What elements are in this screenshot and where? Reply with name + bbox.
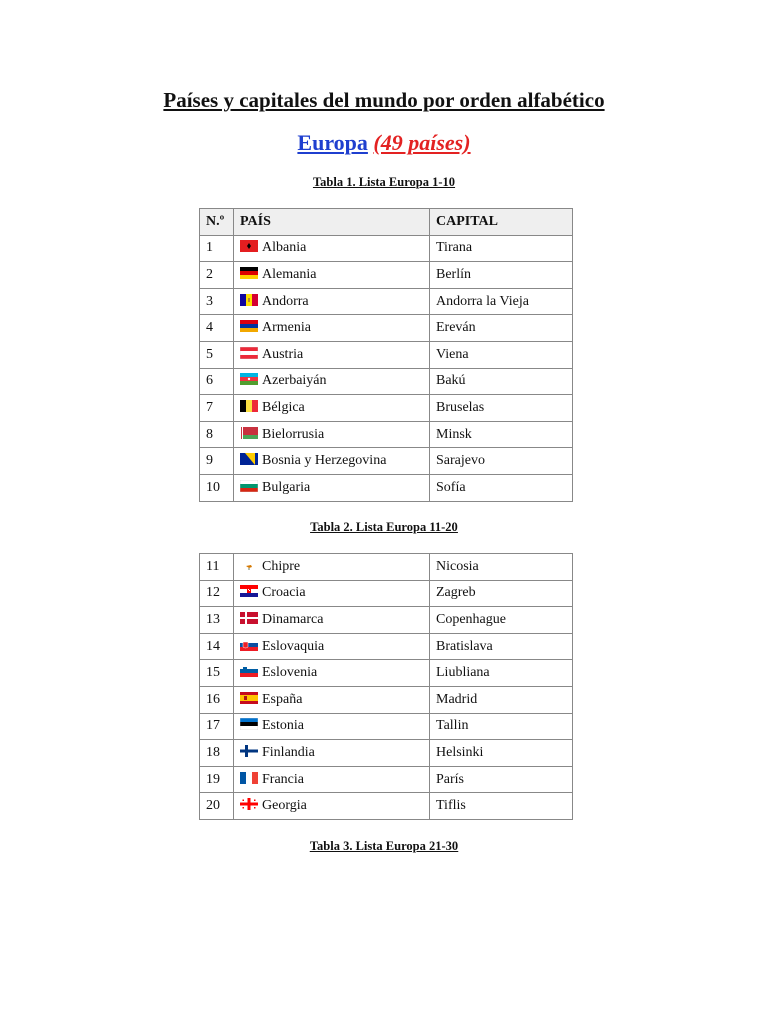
capital-cell: Madrid [430, 686, 573, 713]
table-2-caption: Tabla 2. Lista Europa 11-20 [310, 520, 458, 534]
row-number: 16 [200, 686, 234, 713]
capital-cell: Bruselas [430, 395, 573, 422]
row-number: 2 [200, 262, 234, 289]
slovakia-flag-icon [240, 639, 258, 651]
country-cell [234, 766, 430, 793]
country-name: Croacia [262, 585, 306, 601]
country-name: España [262, 691, 303, 707]
capital-cell: Sofía [430, 474, 573, 501]
row-number: 20 [200, 793, 234, 820]
row-number: 4 [200, 315, 234, 342]
country-name: Alemania [262, 266, 317, 282]
country-name: Andorra [262, 293, 309, 309]
country-name: Azerbaiyán [262, 373, 327, 389]
capital-cell: Nicosia [430, 554, 573, 581]
table-row [200, 395, 573, 422]
row-number: 15 [200, 660, 234, 687]
row-number: 11 [200, 554, 234, 581]
row-number: 13 [200, 607, 234, 634]
table-row [200, 421, 573, 448]
region-count: (49 países) [373, 130, 471, 155]
row-number: 1 [200, 235, 234, 262]
country-name: Bulgaria [262, 479, 311, 495]
table-row [200, 713, 573, 740]
france-flag-icon [240, 772, 258, 784]
country-cell [234, 660, 430, 687]
country-cell [234, 474, 430, 501]
row-number: 5 [200, 341, 234, 368]
region-name: Europa [297, 130, 368, 155]
capital-cell: Ereván [430, 315, 573, 342]
capital-cell: París [430, 766, 573, 793]
country-name: Austria [262, 346, 304, 362]
country-cell [234, 633, 430, 660]
country-name: Georgia [262, 798, 307, 814]
cyprus-flag-icon [244, 560, 254, 568]
table-europe-11-20 [199, 553, 573, 820]
table-europe-1-10 [199, 208, 573, 502]
country-cell [234, 341, 430, 368]
belgium-flag-icon [240, 400, 258, 412]
country-name: Bosnia y Herzegovina [262, 453, 387, 469]
country-cell [234, 288, 430, 315]
table-row [200, 686, 573, 713]
row-number: 12 [200, 580, 234, 607]
country-cell [234, 554, 430, 581]
table-row [200, 740, 573, 767]
country-cell [234, 448, 430, 475]
capital-cell: Andorra la Vieja [430, 288, 573, 315]
table-row [200, 554, 573, 581]
capital-cell: Sarajevo [430, 448, 573, 475]
row-number: 9 [200, 448, 234, 475]
row-number: 17 [200, 713, 234, 740]
country-cell [234, 713, 430, 740]
country-cell [234, 368, 430, 395]
table-row [200, 448, 573, 475]
table-row [200, 766, 573, 793]
country-name: Eslovaquia [262, 638, 325, 654]
bosnia-flag-icon [240, 453, 258, 465]
header-num: N.º [200, 209, 234, 236]
page-title: Países y capitales del mundo por orden alfabético [163, 88, 605, 112]
row-number: 7 [200, 395, 234, 422]
table-row [200, 368, 573, 395]
table-row [200, 474, 573, 501]
table-row [200, 341, 573, 368]
capital-cell: Viena [430, 341, 573, 368]
row-number: 8 [200, 421, 234, 448]
denmark-flag-icon [240, 612, 258, 624]
country-cell [234, 607, 430, 634]
spain-flag-icon [240, 692, 258, 704]
table-row [200, 793, 573, 820]
country-name: Finlandia [262, 744, 315, 760]
finland-flag-icon [240, 745, 258, 757]
table-row [200, 607, 573, 634]
country-name: Armenia [262, 320, 311, 336]
belarus-flag-icon [240, 427, 258, 439]
armenia-flag-icon [240, 320, 258, 332]
country-name: Dinamarca [262, 611, 324, 627]
capital-cell: Tiflis [430, 793, 573, 820]
country-name: Francia [262, 771, 304, 787]
row-number: 10 [200, 474, 234, 501]
bulgaria-flag-icon [240, 480, 258, 492]
country-cell [234, 235, 430, 262]
country-cell [234, 793, 430, 820]
row-number: 14 [200, 633, 234, 660]
table-row [200, 315, 573, 342]
country-cell [234, 740, 430, 767]
capital-cell: Liubliana [430, 660, 573, 687]
croatia-flag-icon [240, 585, 258, 597]
region-heading [0, 130, 768, 156]
country-cell [234, 395, 430, 422]
capital-cell: Berlín [430, 262, 573, 289]
country-name: Chipre [262, 558, 301, 574]
capital-cell: Tirana [430, 235, 573, 262]
country-name: Albania [262, 240, 307, 256]
country-cell [234, 580, 430, 607]
capital-cell: Bakú [430, 368, 573, 395]
country-name: Bélgica [262, 399, 305, 415]
germany-flag-icon [240, 267, 258, 279]
country-name: Estonia [262, 718, 304, 734]
header-country: PAÍS [234, 209, 430, 236]
capital-cell: Minsk [430, 421, 573, 448]
table-row [200, 235, 573, 262]
estonia-flag-icon [240, 718, 258, 730]
row-number: 6 [200, 368, 234, 395]
table-row [200, 262, 573, 289]
country-cell [234, 421, 430, 448]
row-number: 19 [200, 766, 234, 793]
capital-cell: Bratislava [430, 633, 573, 660]
table-row [200, 288, 573, 315]
country-name: Eslovenia [262, 665, 318, 681]
row-number: 3 [200, 288, 234, 315]
table-row [200, 660, 573, 687]
capital-cell: Tallin [430, 713, 573, 740]
andorra-flag-icon [240, 294, 258, 306]
azerbaijan-flag-icon [240, 373, 258, 385]
country-cell [234, 262, 430, 289]
capital-cell: Helsinki [430, 740, 573, 767]
table-3-caption: Tabla 3. Lista Europa 21-30 [309, 839, 459, 853]
capital-cell: Copenhague [430, 607, 573, 634]
header-capital: CAPITAL [430, 209, 573, 236]
country-cell [234, 315, 430, 342]
table-header-row [200, 209, 573, 236]
country-cell [234, 686, 430, 713]
table-row [200, 633, 573, 660]
slovenia-flag-icon [240, 665, 258, 677]
albania-flag-icon [240, 240, 258, 252]
table-1-caption: Tabla 1. Lista Europa 1-10 [312, 175, 456, 189]
row-number: 18 [200, 740, 234, 767]
austria-flag-icon [240, 347, 258, 359]
georgia-flag-icon [240, 798, 258, 810]
capital-cell: Zagreb [430, 580, 573, 607]
table-row [200, 580, 573, 607]
country-name: Bielorrusia [262, 426, 325, 442]
